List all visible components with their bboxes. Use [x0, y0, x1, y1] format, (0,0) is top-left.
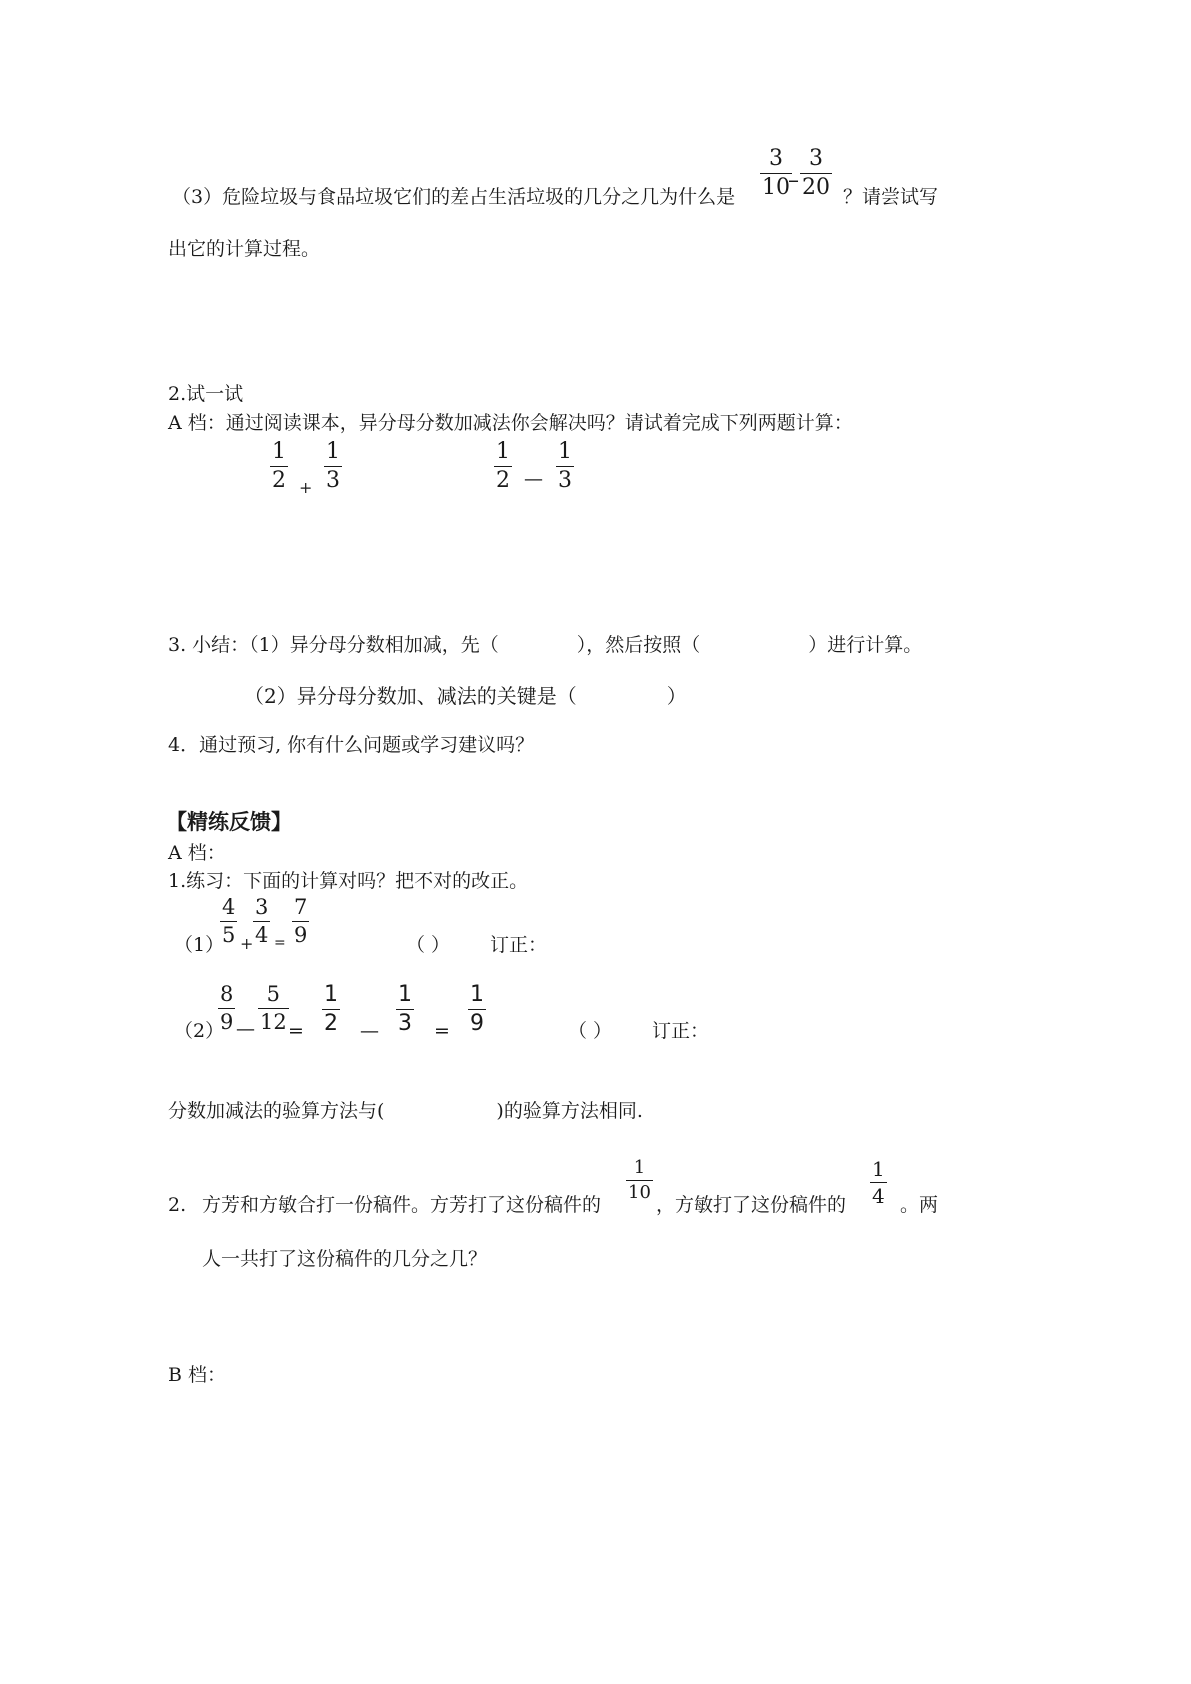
check-prefix: 分数加减法的验算方法与(: [168, 1100, 385, 1122]
numerator: 1: [872, 1157, 885, 1181]
q2-label: 2.: [168, 1194, 187, 1216]
denominator: 3: [326, 468, 340, 493]
expr2-fraction-a: [494, 441, 512, 492]
denominator: 2: [324, 1011, 338, 1036]
denominator: 3: [558, 468, 572, 493]
denominator: 3: [398, 1011, 412, 1036]
expr2-fraction-b: [556, 441, 574, 492]
summary-line1: [168, 636, 922, 655]
item1-label: （1）: [174, 934, 225, 956]
numerator: 8: [220, 982, 234, 1006]
item1-fraction-c: [292, 897, 309, 946]
numerator: 3: [255, 895, 269, 919]
denominator: 2: [496, 468, 510, 493]
q2-text-a: 方芳和方敏合打一份稿件。方芳打了这份稿件的: [202, 1194, 602, 1216]
summary-line2-suffix: ）: [666, 684, 687, 708]
denominator: 2: [272, 468, 286, 493]
numerator: 1: [633, 1157, 646, 1178]
denominator: 10: [628, 1182, 651, 1203]
q3-line2: 出它的计算过程。: [168, 238, 321, 260]
numerator: 7: [294, 895, 308, 919]
item2-fraction-e: [468, 984, 486, 1035]
expr1-fraction-b: [324, 441, 342, 492]
q3-minus: –: [788, 168, 799, 193]
expr1-operator: +: [299, 478, 313, 497]
denominator: 10: [762, 175, 790, 200]
item2-correction-label: 订正：: [652, 1020, 710, 1042]
denominator: 4: [872, 1184, 885, 1208]
expr1-fraction-a: [270, 441, 288, 492]
numerator: 1: [324, 982, 338, 1007]
expr2-operator: —: [524, 468, 543, 490]
question-4: 4．通过预习, 你有什么问题或学习建议吗？: [168, 734, 535, 756]
item2-fraction-c: [322, 984, 340, 1035]
item2-minus-2: —: [360, 1020, 379, 1042]
item2-fraction-d: [396, 984, 414, 1035]
numerator: 1: [398, 982, 412, 1007]
try-it-prompt: A 档：通过阅读课本，异分母分数加减法你会解决吗？请试着完成下列两题计算：: [168, 412, 853, 434]
numerator: 1: [558, 439, 572, 464]
check-method-sentence: [168, 1102, 643, 1121]
denominator: 12: [260, 1010, 287, 1034]
numerator: 3: [809, 146, 823, 171]
summary-line2: [244, 686, 687, 706]
level-b-label: B 档：: [168, 1364, 227, 1386]
q3-fraction-b: [800, 148, 832, 199]
q3-tail: ？请尝试写: [843, 186, 939, 208]
level-a-label: A 档：: [168, 842, 226, 864]
q2-text-c: 。两: [900, 1194, 939, 1216]
denominator: 5: [222, 923, 236, 947]
item1-judgement-paren[interactable]: （ ）: [406, 934, 451, 956]
summary-line1-mid: ），然后按照（: [576, 634, 701, 656]
denominator: 4: [255, 923, 269, 947]
item1-equals: =: [274, 935, 286, 951]
q2-fraction-a: [626, 1159, 653, 1202]
item2-equals-2: =: [434, 1020, 450, 1042]
summary-line1-suffix: ）进行计算。: [808, 634, 923, 656]
summary-line2-prefix: （2）异分母分数加、减法的关键是（: [244, 684, 577, 708]
item2-equals-1: =: [288, 1020, 304, 1042]
item2-fraction-a: [218, 984, 235, 1033]
exercise-heading: 1.练习：下面的计算对吗？把不对的改正。: [168, 870, 529, 892]
summary-line1-prefix: 3. 小结：（1）异分母分数相加减，先（: [168, 634, 499, 656]
q2-fraction-b: [870, 1159, 887, 1206]
item1-fraction-b: [253, 897, 270, 946]
try-it-heading: 2.试一试: [168, 383, 244, 405]
item1-correction-label: 订正：: [490, 934, 548, 956]
denominator: 20: [802, 175, 830, 200]
item1-fraction-a: [220, 897, 237, 946]
item1-plus: +: [240, 934, 254, 953]
item2-fraction-b: [258, 984, 289, 1033]
q2-line2: 人一共打了这份稿件的几分之几？: [202, 1248, 488, 1270]
numerator: 4: [222, 895, 236, 919]
denominator: 9: [294, 923, 308, 947]
numerator: 1: [326, 439, 340, 464]
denominator: 9: [220, 1010, 234, 1034]
feedback-title: 【精练反馈】: [166, 810, 292, 834]
q2-text-b: ，方敏打了这份稿件的: [656, 1194, 847, 1216]
denominator: 9: [470, 1011, 484, 1036]
numerator: 1: [496, 439, 510, 464]
item2-judgement-paren[interactable]: （ ）: [568, 1020, 613, 1042]
check-suffix: )的验算方法相同.: [496, 1100, 643, 1122]
numerator: 3: [769, 146, 783, 171]
item2-label: （2）: [174, 1020, 225, 1042]
numerator: 5: [266, 982, 281, 1006]
numerator: 1: [470, 982, 484, 1007]
numerator: 1: [272, 439, 286, 464]
item2-minus: —: [236, 1018, 255, 1040]
q3-text: （3）危险垃圾与食品垃圾它们的差占生活垃圾的几分之几为什么是: [172, 186, 736, 208]
